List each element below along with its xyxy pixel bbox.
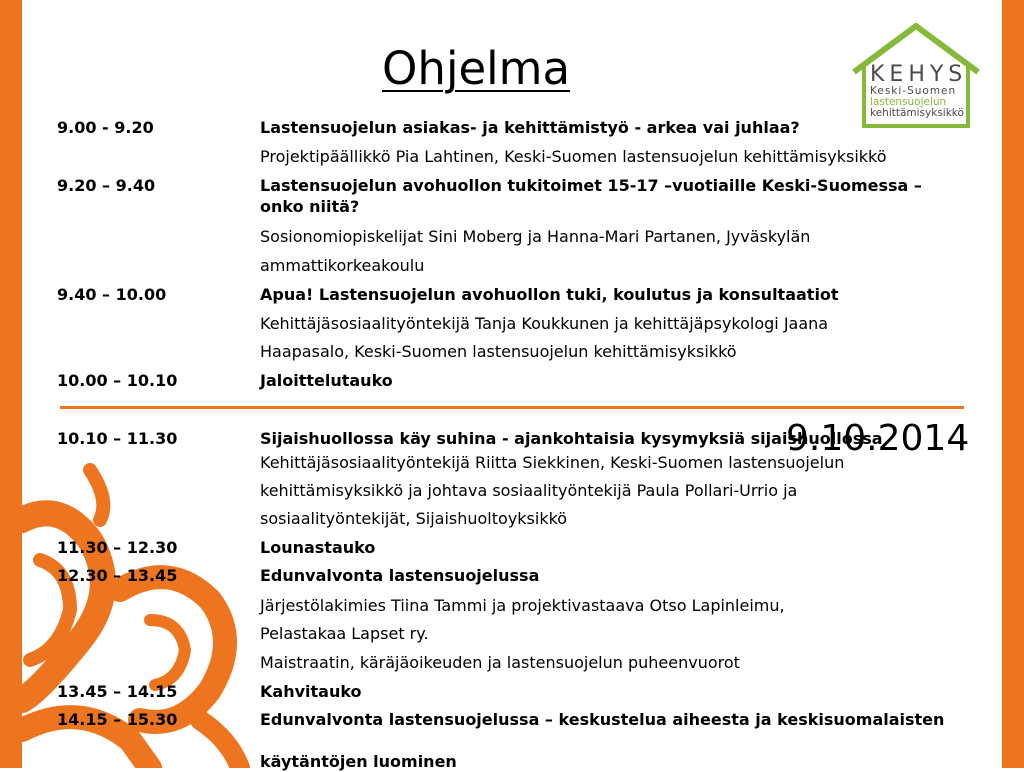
session-title: Lastensuojelun avohuollon tukitoimet 15-17 –vuotiaille Keski-Suomessa – <box>260 176 922 195</box>
logo-line-3: kehittämisyksikkö <box>870 107 964 119</box>
session-speaker: Projektipäällikkö Pia Lahtinen, Keski-Suomen lastensuojelun kehittämisyksikkö <box>260 147 887 166</box>
time-slot: 13.45 – 14.15 <box>57 682 178 701</box>
session-title: Edunvalvonta lastensuojelussa – keskustelua aiheesta ja keskisuomalaisten <box>260 710 945 729</box>
time-slot: 14.15 – 15.30 <box>57 710 178 729</box>
session-title: Lounastauko <box>260 538 376 557</box>
session-speaker-cont: ammattikorkeakoulu <box>260 256 425 275</box>
session-speaker: Kehittäjäsosiaalityöntekijä Riitta Siekkinen, Keski-Suomen lastensuojelun <box>260 453 845 472</box>
session-title-cont: onko niitä? <box>260 197 360 216</box>
event-date: 9.10.2014 <box>786 418 970 459</box>
page-title: Ohjelma <box>382 42 571 95</box>
session-title: Jaloittelutauko <box>260 371 393 390</box>
session-speaker-cont: Maistraatin, käräjäoikeuden ja lastensuojelun puheenvuorot <box>260 653 740 672</box>
session-title: Sijaishuollossa käy suhina - ajankohtaisia kysymyksiä sijaishuollossa <box>260 429 883 448</box>
session-title-cont: käytäntöjen luominen <box>260 752 457 771</box>
logo-brand: KEHYS <box>870 62 968 87</box>
right-orange-border <box>1002 0 1024 768</box>
time-slot: 9.20 – 9.40 <box>57 176 156 195</box>
session-speaker: Järjestölakimies Tiina Tammi ja projektivastaava Otso Lapinleimu, <box>260 596 785 615</box>
time-slot: 11.30 – 12.30 <box>57 538 178 557</box>
session-speaker-cont: Pelastakaa Lapset ry. <box>260 624 429 643</box>
session-speaker-cont: Haapasalo, Keski-Suomen lastensuojelun kehittämisyksikkö <box>260 342 737 361</box>
time-slot: 9.40 – 10.00 <box>57 285 167 304</box>
kehys-logo <box>848 20 984 132</box>
session-title: Lastensuojelun asiakas- ja kehittämistyö - arkea vai juhlaa? <box>260 118 800 137</box>
session-title: Edunvalvonta lastensuojelussa <box>260 566 540 585</box>
session-speaker-cont: sosiaalityöntekijät, Sijaishuoltoyksikkö <box>260 509 568 528</box>
orange-divider <box>60 406 964 409</box>
time-slot: 12.30 – 13.45 <box>57 566 178 585</box>
time-slot: 9.00 - 9.20 <box>57 118 154 137</box>
time-slot: 10.10 – 11.30 <box>57 429 178 448</box>
session-speaker: Kehittäjäsosiaalityöntekijä Tanja Koukkunen ja kehittäjäpsykologi Jaana <box>260 314 829 333</box>
session-title: Apua! Lastensuojelun avohuollon tuki, koulutus ja konsultaatiot <box>260 285 839 304</box>
session-title: Kahvitauko <box>260 682 362 701</box>
logo-line-2: lastensuojelun <box>870 96 947 108</box>
session-speaker-cont: kehittämisyksikkö ja johtava sosiaalityöntekijä Paula Pollari-Urrio ja <box>260 481 798 500</box>
left-orange-border <box>0 0 22 768</box>
session-speaker: Sosionomiopiskelijat Sini Moberg ja Hanna-Mari Partanen, Jyväskylän <box>260 227 811 246</box>
logo-line-1: Keski-Suomen <box>870 85 957 97</box>
time-slot: 10.00 – 10.10 <box>57 371 178 390</box>
